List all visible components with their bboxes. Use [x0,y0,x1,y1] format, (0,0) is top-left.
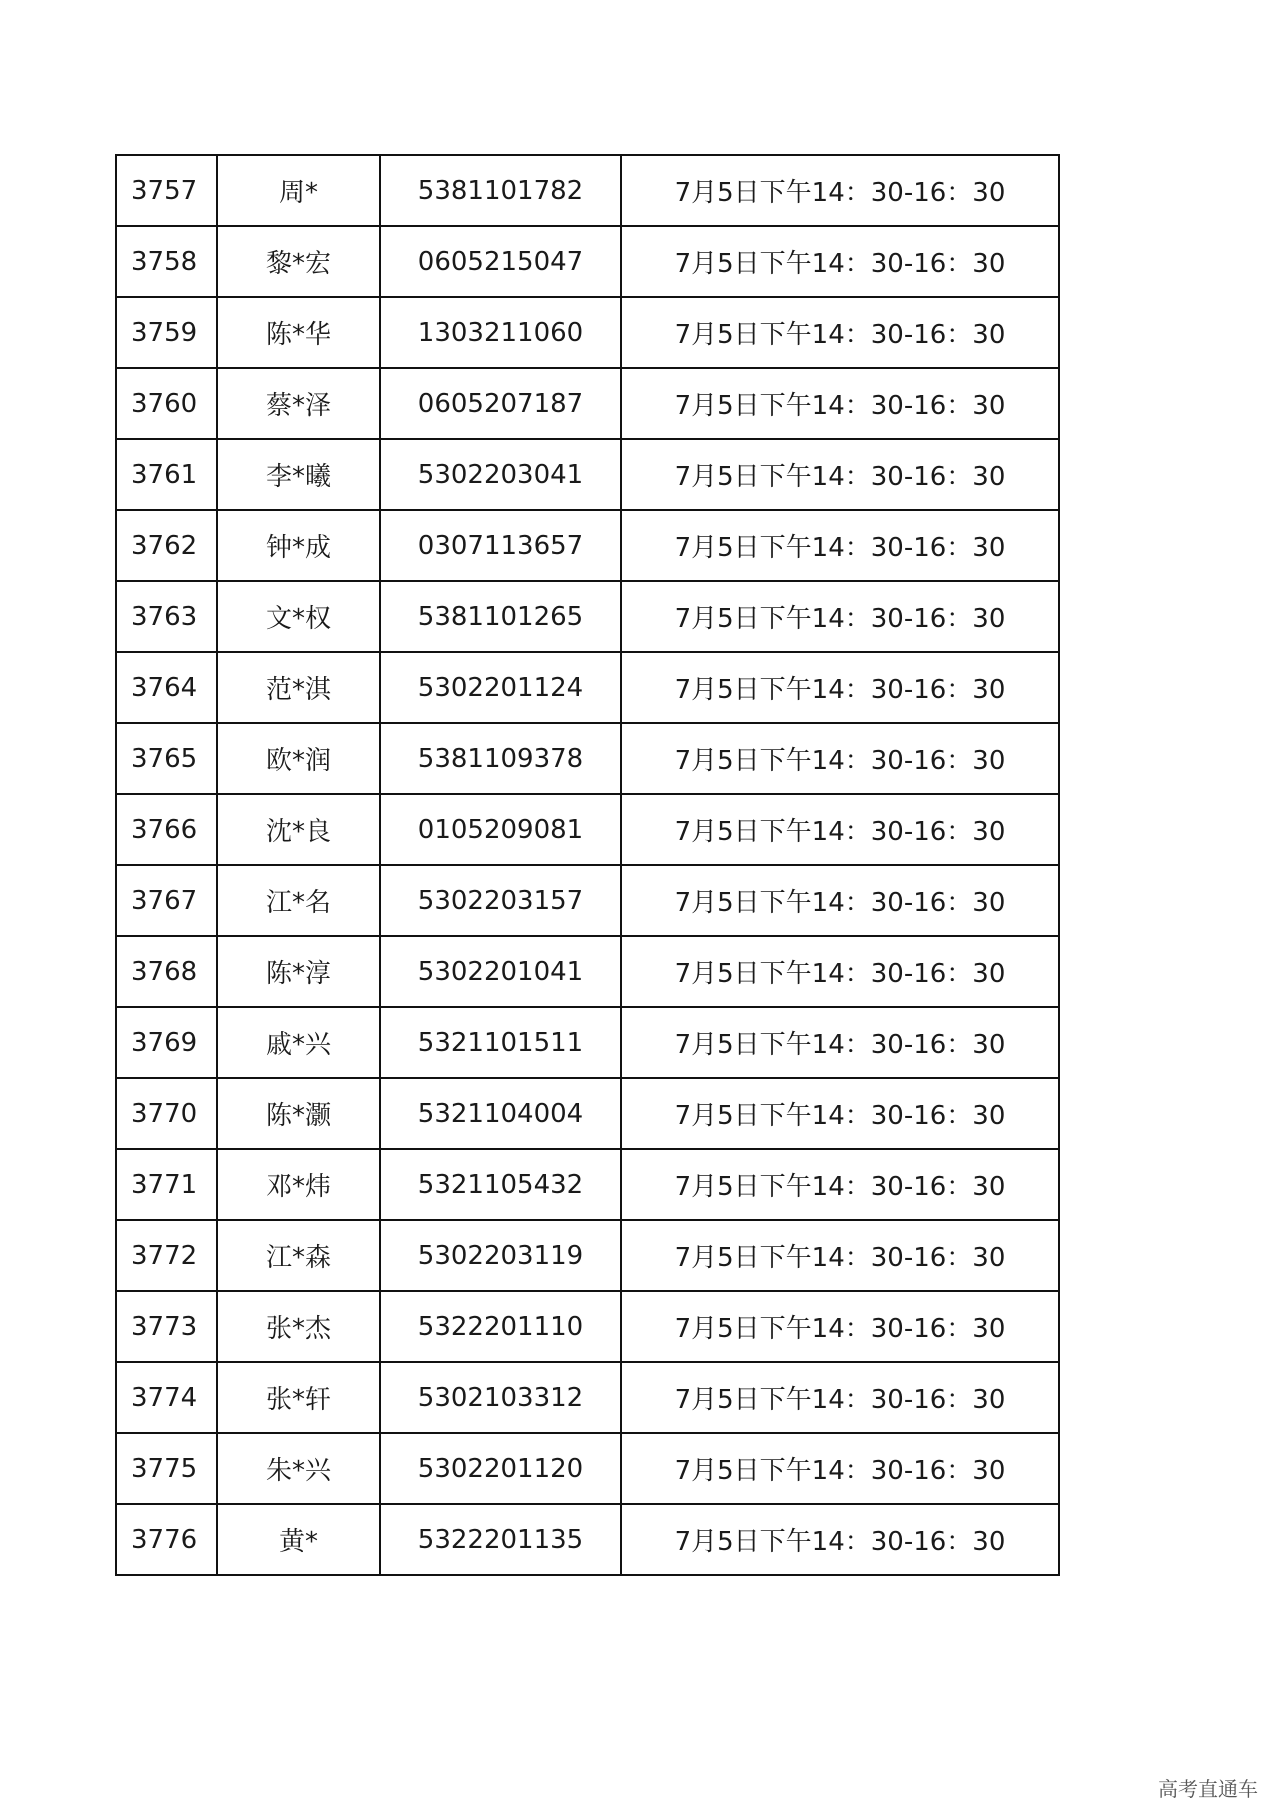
time-slot-cell: 7月5日下午14：30-16：30 [621,794,1059,865]
time-slot-cell: 7月5日下午14：30-16：30 [621,1007,1059,1078]
name-cell: 张*杰 [217,1291,380,1362]
table-row [116,1220,1059,1291]
seq-number-cell: 3761 [116,439,217,510]
table-row [116,510,1059,581]
table-row [116,652,1059,723]
seq-number-cell: 3767 [116,865,217,936]
table-row [116,1433,1059,1504]
name-cell: 邓*炜 [217,1149,380,1220]
name-cell: 欧*润 [217,723,380,794]
exam-id-cell: 5381101265 [380,581,621,652]
name-cell: 江*森 [217,1220,380,1291]
exam-id-cell: 5302203041 [380,439,621,510]
time-slot-cell: 7月5日下午14：30-16：30 [621,439,1059,510]
table-row [116,1078,1059,1149]
seq-number-cell: 3770 [116,1078,217,1149]
table-row [116,581,1059,652]
table-row [116,1291,1059,1362]
table-row [116,226,1059,297]
exam-id-cell: 0605207187 [380,368,621,439]
time-slot-cell: 7月5日下午14：30-16：30 [621,1433,1059,1504]
seq-number-cell: 3768 [116,936,217,1007]
name-cell: 陈*淳 [217,936,380,1007]
seq-number-cell: 3759 [116,297,217,368]
table-row [116,297,1059,368]
time-slot-cell: 7月5日下午14：30-16：30 [621,510,1059,581]
table-row [116,1149,1059,1220]
seq-number-cell: 3758 [116,226,217,297]
time-slot-cell: 7月5日下午14：30-16：30 [621,652,1059,723]
name-cell: 蔡*泽 [217,368,380,439]
seq-number-cell: 3773 [116,1291,217,1362]
schedule-table [115,154,1060,1576]
exam-id-cell: 5321104004 [380,1078,621,1149]
seq-number-cell: 3764 [116,652,217,723]
exam-id-cell: 5302103312 [380,1362,621,1433]
exam-id-cell: 5321105432 [380,1149,621,1220]
seq-number-cell: 3762 [116,510,217,581]
exam-id-cell: 5302201041 [380,936,621,1007]
table-row [116,794,1059,865]
name-cell: 陈*华 [217,297,380,368]
name-cell: 李*曦 [217,439,380,510]
time-slot-cell: 7月5日下午14：30-16：30 [621,1291,1059,1362]
table-row [116,1007,1059,1078]
seq-number-cell: 3763 [116,581,217,652]
table-row [116,1504,1059,1575]
time-slot-cell: 7月5日下午14：30-16：30 [621,1220,1059,1291]
name-cell: 沈*良 [217,794,380,865]
table-row [116,439,1059,510]
exam-id-cell: 5381101782 [380,155,621,226]
time-slot-cell: 7月5日下午14：30-16：30 [621,1149,1059,1220]
seq-number-cell: 3766 [116,794,217,865]
name-cell: 文*权 [217,581,380,652]
name-cell: 周* [217,155,380,226]
name-cell: 钟*成 [217,510,380,581]
exam-id-cell: 5302203157 [380,865,621,936]
seq-number-cell: 3771 [116,1149,217,1220]
name-cell: 陈*灏 [217,1078,380,1149]
name-cell: 江*名 [217,865,380,936]
exam-id-cell: 5381109378 [380,723,621,794]
table-row [116,368,1059,439]
exam-id-cell: 5322201135 [380,1504,621,1575]
seq-number-cell: 3775 [116,1433,217,1504]
seq-number-cell: 3765 [116,723,217,794]
name-cell: 范*淇 [217,652,380,723]
time-slot-cell: 7月5日下午14：30-16：30 [621,368,1059,439]
name-cell: 黎*宏 [217,226,380,297]
time-slot-cell: 7月5日下午14：30-16：30 [621,155,1059,226]
seq-number-cell: 3757 [116,155,217,226]
seq-number-cell: 3772 [116,1220,217,1291]
table-row [116,1362,1059,1433]
exam-id-cell: 5322201110 [380,1291,621,1362]
time-slot-cell: 7月5日下午14：30-16：30 [621,723,1059,794]
exam-id-cell: 5321101511 [380,1007,621,1078]
seq-number-cell: 3774 [116,1362,217,1433]
name-cell: 戚*兴 [217,1007,380,1078]
name-cell: 张*轩 [217,1362,380,1433]
table-row [116,723,1059,794]
seq-number-cell: 3769 [116,1007,217,1078]
seq-number-cell: 3760 [116,368,217,439]
exam-id-cell: 5302201124 [380,652,621,723]
time-slot-cell: 7月5日下午14：30-16：30 [621,1078,1059,1149]
exam-id-cell: 1303211060 [380,297,621,368]
time-slot-cell: 7月5日下午14：30-16：30 [621,865,1059,936]
table-body [116,155,1059,1575]
name-cell: 黄* [217,1504,380,1575]
name-cell: 朱*兴 [217,1433,380,1504]
time-slot-cell: 7月5日下午14：30-16：30 [621,226,1059,297]
table-row [116,155,1059,226]
watermark: 高考直通车 [1158,1777,1258,1801]
seq-number-cell: 3776 [116,1504,217,1575]
exam-id-cell: 0307113657 [380,510,621,581]
exam-id-cell: 5302201120 [380,1433,621,1504]
table-row [116,865,1059,936]
time-slot-cell: 7月5日下午14：30-16：30 [621,936,1059,1007]
time-slot-cell: 7月5日下午14：30-16：30 [621,1362,1059,1433]
exam-id-cell: 0105209081 [380,794,621,865]
exam-id-cell: 5302203119 [380,1220,621,1291]
table-row [116,936,1059,1007]
time-slot-cell: 7月5日下午14：30-16：30 [621,1504,1059,1575]
exam-id-cell: 0605215047 [380,226,621,297]
time-slot-cell: 7月5日下午14：30-16：30 [621,297,1059,368]
time-slot-cell: 7月5日下午14：30-16：30 [621,581,1059,652]
